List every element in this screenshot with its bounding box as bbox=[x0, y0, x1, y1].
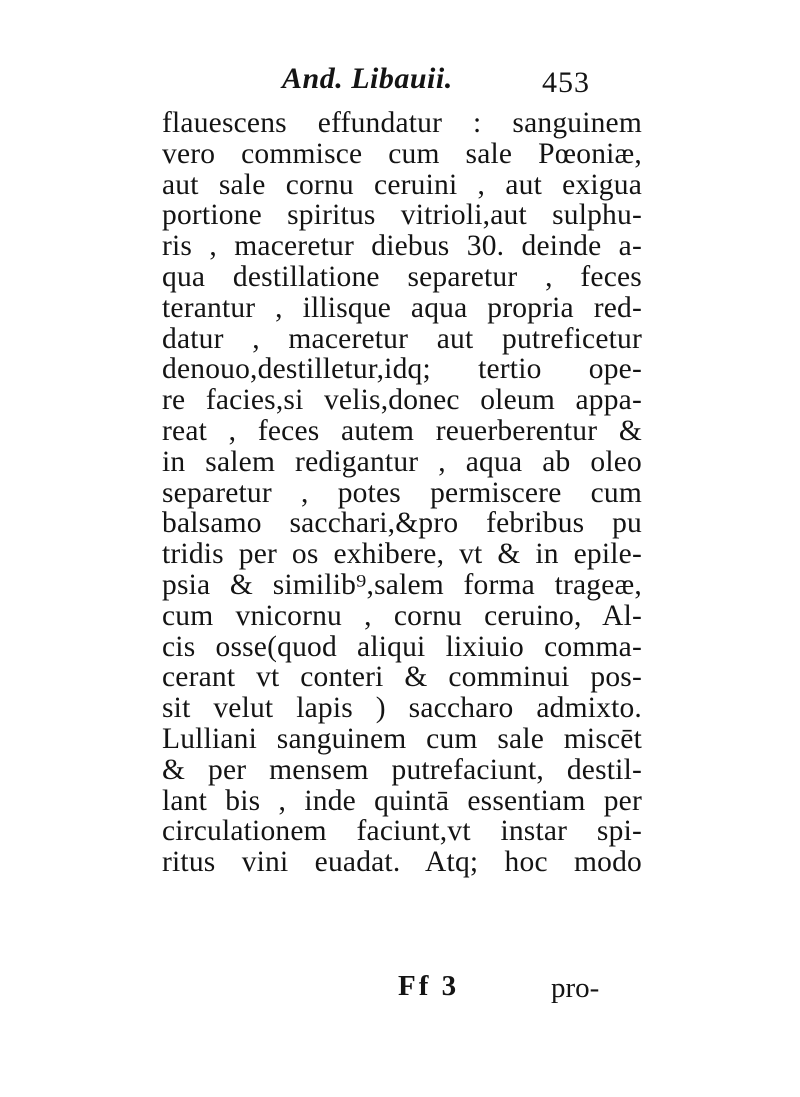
text-line: flauescens effundatur : sanguinem bbox=[162, 107, 642, 139]
body-text bbox=[162, 108, 642, 878]
text-line: cum vnicornu , cornu ceruino, Al- bbox=[162, 599, 642, 632]
text-line: sit velut lapis ) saccharo admixto. bbox=[162, 692, 642, 725]
running-head bbox=[0, 58, 800, 102]
text-line: portione spiritus vitrioli,aut sulphu- bbox=[162, 199, 642, 232]
text-line: & per mensem putrefaciunt, destil- bbox=[162, 753, 642, 786]
text-line: circulationem faciunt,vt instar spi- bbox=[162, 815, 642, 848]
text-line: reat , feces autem reuerberentur & bbox=[162, 414, 642, 447]
text-line: tridis per os exhibere, vt & in epile- bbox=[162, 538, 642, 571]
page-number: 453 bbox=[542, 66, 590, 99]
running-title: And. Libauii. bbox=[282, 62, 453, 95]
text-line: ritus vini euadat. Atq; hoc modo bbox=[162, 846, 642, 879]
text-line: denouo,destilletur,idq; tertio ope- bbox=[162, 353, 642, 386]
text-line: Lulliani sanguinem cum sale miscēt bbox=[162, 722, 642, 755]
text-line: balsamo sacchari,&pro febribus pu bbox=[162, 507, 642, 540]
catchword: pro- bbox=[551, 972, 600, 1004]
text-line: psia & similib⁹,salem forma trageæ, bbox=[162, 568, 642, 601]
text-line: cerant vt conteri & comminui pos- bbox=[162, 661, 642, 694]
text-line: terantur , illisque aqua propria red- bbox=[162, 291, 642, 324]
text-line: ris , maceretur diebus 30. deinde a- bbox=[162, 230, 642, 263]
signature-mark: Ff 3 bbox=[398, 970, 460, 1002]
text-line: vero commisce cum sale Pœoniæ, bbox=[162, 137, 642, 170]
text-line: cis osse(quod aliqui lixiuio comma- bbox=[162, 630, 642, 663]
text-line: datur , maceretur aut putreficetur bbox=[162, 322, 642, 355]
text-line: lant bis , inde quintā essentiam per bbox=[162, 784, 642, 817]
text-line: aut sale cornu ceruini , aut exigua bbox=[162, 168, 642, 201]
page-footer bbox=[0, 970, 800, 1010]
text-line: separetur , potes permiscere cum bbox=[162, 476, 642, 509]
text-line: in salem redigantur , aqua ab oleo bbox=[162, 445, 642, 478]
text-line: re facies,si velis,donec oleum appa- bbox=[162, 384, 642, 417]
text-line: qua destillatione separetur , feces bbox=[162, 260, 642, 293]
